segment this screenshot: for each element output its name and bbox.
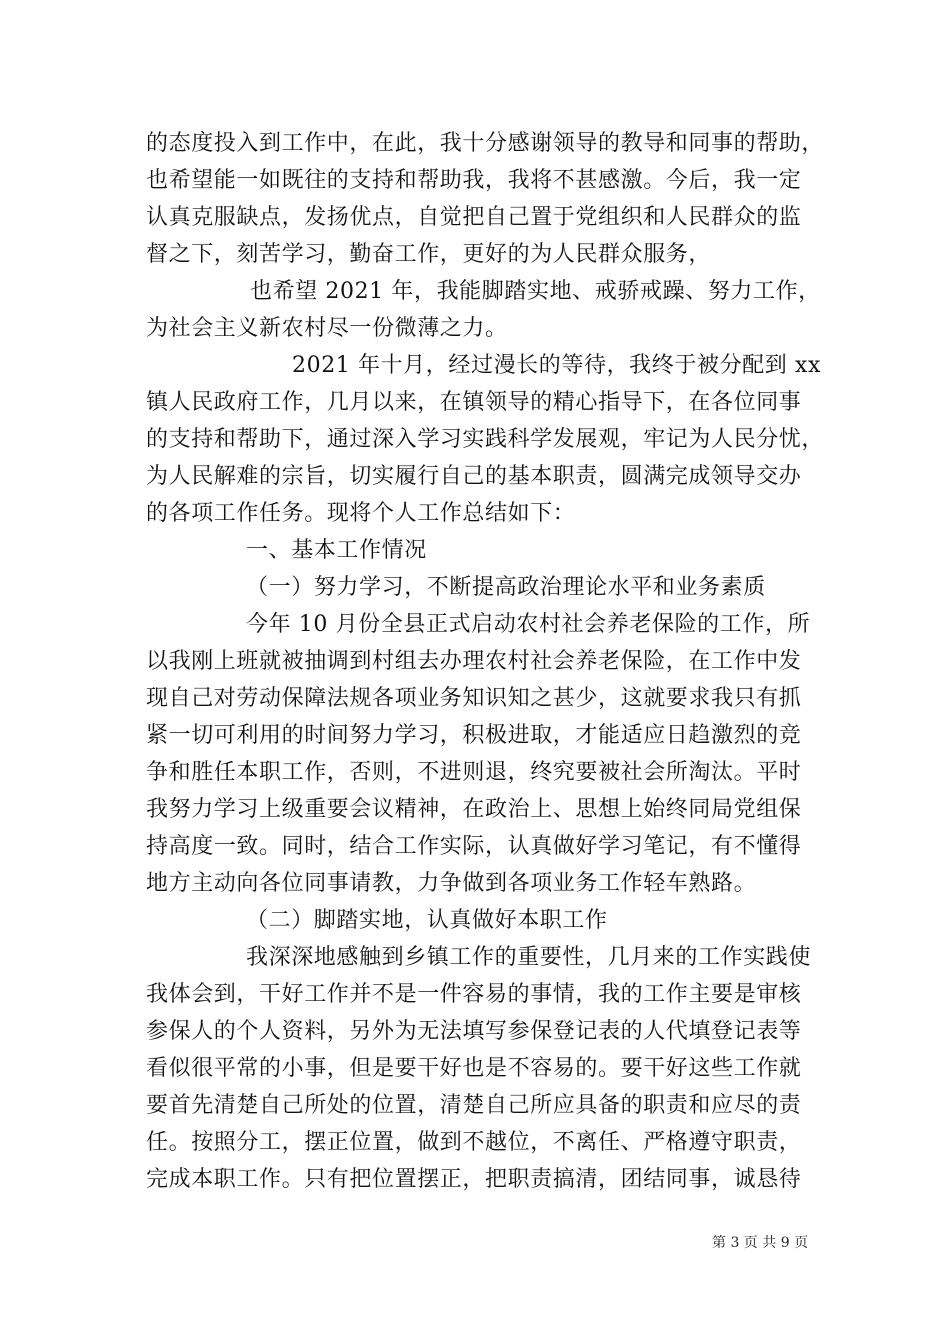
text-line: 我努力学习上级重要会议精神，在政治上、思想上始终同局党组保: [146, 797, 802, 822]
text-line: 紧一切可利用的时间努力学习，积极进取，才能适应日趋激烈的竞: [146, 723, 802, 748]
text-line: 为社会主义新农村尽一份微薄之力。: [146, 316, 508, 341]
section-heading: 一、基本工作情况: [246, 538, 427, 563]
subsection-heading: （二）脚踏实地，认真做好本职工作: [246, 908, 608, 933]
text-line: 2021 年十月，经过漫长的等待，我终于被分配到 xx: [292, 353, 821, 378]
text-line: 看似很平常的小事，但是要干好也是不容易的。要干好这些工作就: [146, 1056, 802, 1081]
text-line: 今年 10 月份全县正式启动农村社会养老保险的工作，所: [246, 612, 811, 637]
text-line: 督之下，刻苦学习，勤奋工作，更好的为人民群众服务，: [146, 242, 712, 267]
text-line: 争和胜任本职工作，否则，不进则退，终究要被社会所淘汰。平时: [146, 760, 802, 785]
text-line: 要首先清楚自己所处的位置，清楚自己所应具备的职责和应尽的责: [146, 1093, 802, 1118]
text-line: 我深深地感触到乡镇工作的重要性，几月来的工作实践使: [246, 945, 812, 970]
text-line: 也希望 2021 年，我能脚踏实地、戒骄戒躁、努力工作，: [250, 279, 821, 304]
text-line: 参保人的个人资料，另外为无法填写参保登记表的人代填登记表等: [146, 1019, 802, 1044]
text-line: 认真克服缺点，发扬优点，自觉把自己置于党组织和人民群众的监: [146, 205, 802, 230]
text-line: 的态度投入到工作中，在此，我十分感谢领导的教导和同事的帮助，: [146, 131, 825, 156]
text-line: 也希望能一如既往的支持和帮助我，我将不甚感激。今后，我一定: [146, 168, 802, 193]
text-line: 为人民解难的宗旨，切实履行自己的基本职责，圆满完成领导交办: [146, 464, 802, 489]
text-line: 以我刚上班就被抽调到村组去办理农村社会养老保险，在工作中发: [146, 649, 802, 674]
text-line: 持高度一致。同时，结合工作实际，认真做好学习笔记，有不懂得: [146, 834, 802, 859]
text-line: 的各项工作任务。现将个人工作总结如下：: [146, 501, 576, 526]
text-line: 我体会到，干好工作并不是一件容易的事情，我的工作主要是审核: [146, 982, 802, 1007]
text-line: 完成本职工作。只有把位置摆正，把职责搞清，团结同事，诚恳待: [146, 1167, 802, 1192]
text-line: 的支持和帮助下，通过深入学习实践科学发展观，牢记为人民分忧，: [146, 427, 825, 452]
text-line: 任。按照分工，摆正位置，做到不越位，不离任、严格遵守职责，: [146, 1130, 802, 1155]
text-line: 镇人民政府工作，几月以来，在镇领导的精心指导下，在各位同事: [146, 390, 802, 415]
page-number-footer: 第 3 页 共 9 页: [712, 1235, 809, 1251]
subsection-heading: （一）努力学习，不断提高政治理论水平和业务素质: [246, 575, 766, 600]
text-line: 地方主动向各位同事请教，力争做到各项业务工作轻车熟路。: [146, 871, 757, 896]
text-line: 现自己对劳动保障法规各项业务知识知之甚少，这就要求我只有抓: [146, 686, 802, 711]
